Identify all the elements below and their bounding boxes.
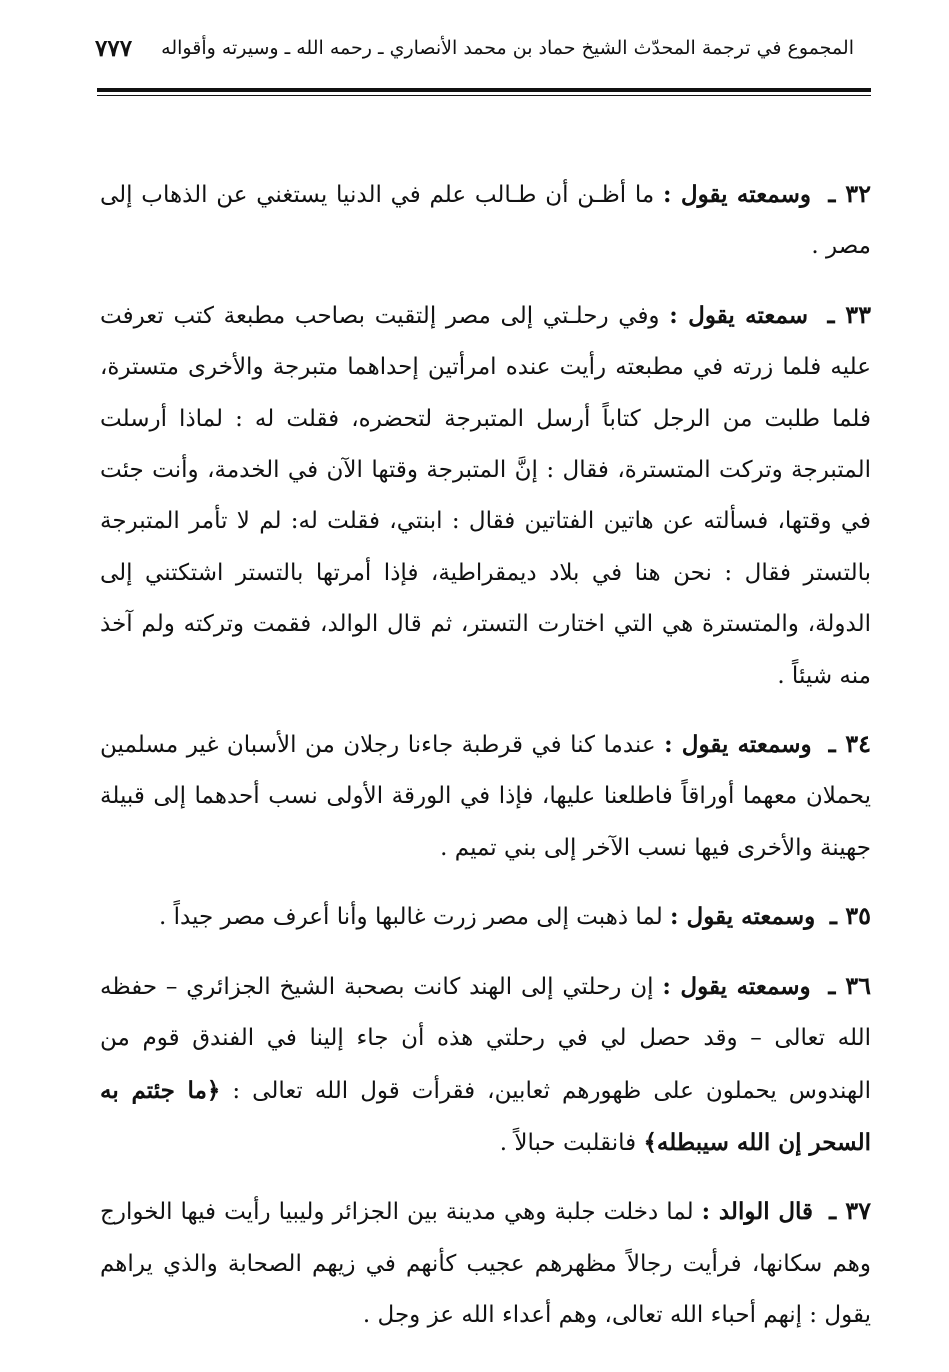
paragraph-number: ٣٦ ـ <box>828 970 872 1000</box>
book-title: المجموع في ترجمة المحدّث الشيخ حماد بن محمد الأنصاري ـ رحمه الله ـ وسيرته وأقواله <box>161 37 854 59</box>
header-rule-thin <box>97 95 871 96</box>
page-body <box>100 168 871 1358</box>
running-header <box>95 28 854 68</box>
paragraph-37 <box>100 1185 871 1341</box>
paragraph-number: ٣٢ ـ <box>828 179 872 208</box>
paragraph-number: ٣٣ ـ <box>827 299 872 329</box>
paragraph-34 <box>100 718 871 874</box>
paragraph-text: لما دخلت جلبة وهي مدينة بين الجزائر وليبيا رأيت فيها الخوارج وهم سكانها، فرأيت رجالاً مظهرهم عجيب كأنهم في زيهم الصحابة والذي يراهم يقول : إنهم أحباء الله تعالى، وهم أعداء الله عز وجل . <box>100 1199 871 1329</box>
paragraph-lead: وسمعته يقول : <box>670 903 816 931</box>
header-rule-thick <box>97 88 871 92</box>
paragraph-32 <box>100 168 871 273</box>
paragraph-lead: سمعته يقول : <box>669 301 809 329</box>
paragraph-36 <box>100 960 871 1170</box>
paragraph-lead: وسمعته يقول : <box>662 181 811 208</box>
paragraph-lead: وسمعته يقول : <box>664 731 812 759</box>
paragraph-text: وفي رحلـتي إلى مصر إلتقيت بصاحب مطبعة كتب تعرفت عليه فلما زرته في مطبعته رأيت عنده امرأتين إحداهما متبرجة والأخرى متسترة، فلما طلبت من الرجل كتاباً أرسل المتبرجة لتحضره، فقلت له : لماذا أرسلت المتبرجة وتركت المتسترة، فقال : إنَّ المتبرجة وقتها الآن في الخدمة، وأنت جئت في وقتها، فسألته عن هاتين الفتاتين فقال : ابنتي، فقلت له: لم لا تأمر المتبرجة بالتستر فقال : نحن هنا في بلاد ديمقراطية، فإذا أمرتها بالتستر اشتكتني إلى الدولة، والمتسترة هي التي اختارت التستر، ثم قال الوالد، فقمت وتركته ولم آخذ منه شيئاً . <box>100 302 871 689</box>
paragraph-lead: قال الوالد : <box>701 1198 814 1226</box>
paragraph-33 <box>100 289 871 702</box>
page-number: ٧٧٧ <box>95 34 133 62</box>
paragraph-35 <box>100 890 871 943</box>
paragraph-text: لما ذهبت إلى مصر زرت غالبها وأنا أعرف مصر جيداً . <box>158 904 663 931</box>
paragraph-text: عندما كنا في قرطبة جاءنا رجلان من الأسبان غير مسلمين يحملان معهما أوراقاً فاطلعنا عليها، فإذا في الورقة الأولى نسب أحدهما إلى قبيلة جهينة والأخرى فيها نسب الآخر إلى بني تميم . <box>100 732 871 861</box>
paragraph-tail: فانقلبت حبالاً . <box>499 1129 637 1156</box>
paragraph-text: إن رحلتي إلى الهند كانت بصحبة الشيخ الجزائري – حفظه الله تعالى – وقد حصل لي في رحلتي هذه أن جاء إلينا في الفندق قوم من الهندوس يحملون على ظهورهم ثعابين، فقرأت قول الله تعالى : <box>100 973 871 1104</box>
paragraph-number: ٣٤ ـ <box>828 729 871 759</box>
paragraph-lead: وسمعته يقول : <box>662 972 811 1000</box>
quran-quote: ﴿ما جئتم به السحر إن الله سيبطله﴾ <box>100 1076 871 1156</box>
paragraph-number: ٣٧ ـ <box>829 1196 872 1226</box>
paragraph-number: ٣٥ ـ <box>829 901 871 931</box>
paragraph-text: ما أظـن أن طـالب علم في الدنيا يستغني عن الذهاب إلى مصر . <box>100 182 871 260</box>
